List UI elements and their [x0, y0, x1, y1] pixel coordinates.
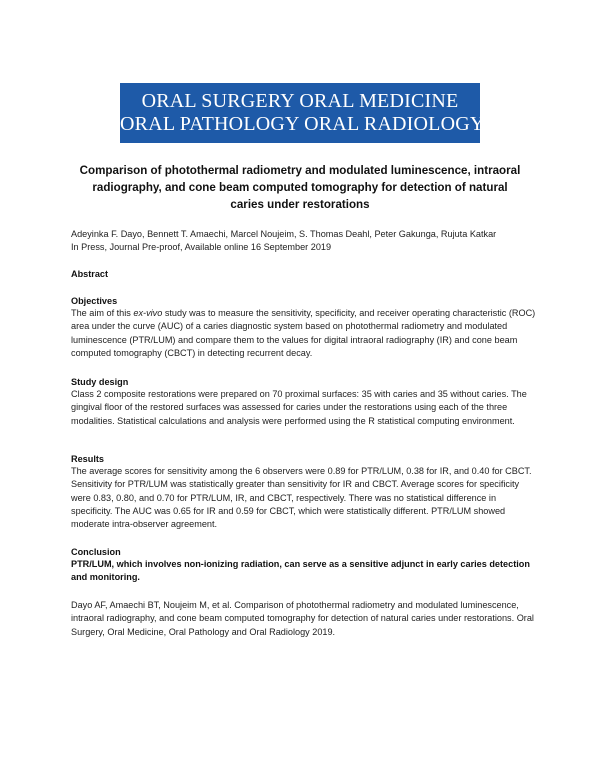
study-design-heading: Study design	[71, 377, 129, 387]
objectives-text-end: study was to measure the sensitivity, specificity, and receiver operating characteristic (ROC) area under the curve (AUC) of a caries diagnostic system based on photothermal radiometry and modulated luminescence (PTR/LUM) and compare them to the values for digital intraoral radiography (IR) and cone beam computed tomography (CBCT) in detecting recurrent decay.	[71, 308, 536, 358]
journal-title-line-1: ORAL SURGERY ORAL MEDICINE	[141, 90, 459, 112]
article-title: Comparison of photothermal radiometry and modulated luminescence, intraoral radiography, and cone beam computed tomography for detection of natural caries under restorations	[79, 164, 521, 211]
journal-title-line-2: ORAL PATHOLOGY ORAL RADIOLOGY	[120, 113, 485, 135]
results-text: The average scores for sensitivity among the 6 observers were 0.89 for PTR/LUM, 0.38 for IR, and 0.40 for CBCT. Sensitivity for PTR/LUM was statistically greater than sensitivity for IR and CBCT. Average scores for specificity were 0.83, 0.80, and 0.70 for PTR/LUM, IR, and CBCT, respectively. There was no statistical difference in specificity. The AUC was 0.65 for IR and 0.59 for CBCT, which were statistically different. PTR/LUM showed moderate intra-observer agreement.	[71, 466, 532, 530]
conclusion-heading: Conclusion	[71, 547, 121, 557]
citation-text: Dayo AF, Amaechi BT, Noujeim M, et al. Comparison of photothermal radiometry and modulated luminescence, intraoral radiography, and cone beam computed tomography for detection of natural caries under restorations. Oral Surgery, Oral Medicine, Oral Pathology and Oral Radiology 2019.	[71, 600, 534, 637]
author-block	[71, 228, 536, 255]
abstract-heading: Abstract	[71, 269, 109, 279]
objectives-italic-term: ex-vivo	[133, 308, 163, 318]
study-design-text: Class 2 composite restorations were prepared on 70 proximal surfaces: 35 with caries and 35 without caries. The gingival floor of the restored surfaces was assessed for caries under the restorations using each of the three modalities. Statistical calculations and analysis were performed using the R statistical computing environment.	[71, 389, 527, 426]
objectives-heading: Objectives	[71, 296, 118, 306]
objectives-text-start: The aim of this	[71, 308, 134, 318]
conclusion-text: PTR/LUM, which involves non-ionizing radiation, can serve as a sensitive adjunct in early caries detection and monitoring.	[71, 559, 530, 583]
author-list: Adeyinka F. Dayo, Bennett T. Amaechi, Marcel Noujeim, S. Thomas Deahl, Peter Gakunga, Rujuta Katkar	[71, 229, 497, 239]
results-heading: Results	[71, 454, 104, 464]
objectives-text	[71, 307, 536, 360]
publication-status: In Press, Journal Pre-proof, Available online 16 September 2019	[71, 242, 332, 253]
journal-banner	[120, 83, 485, 143]
